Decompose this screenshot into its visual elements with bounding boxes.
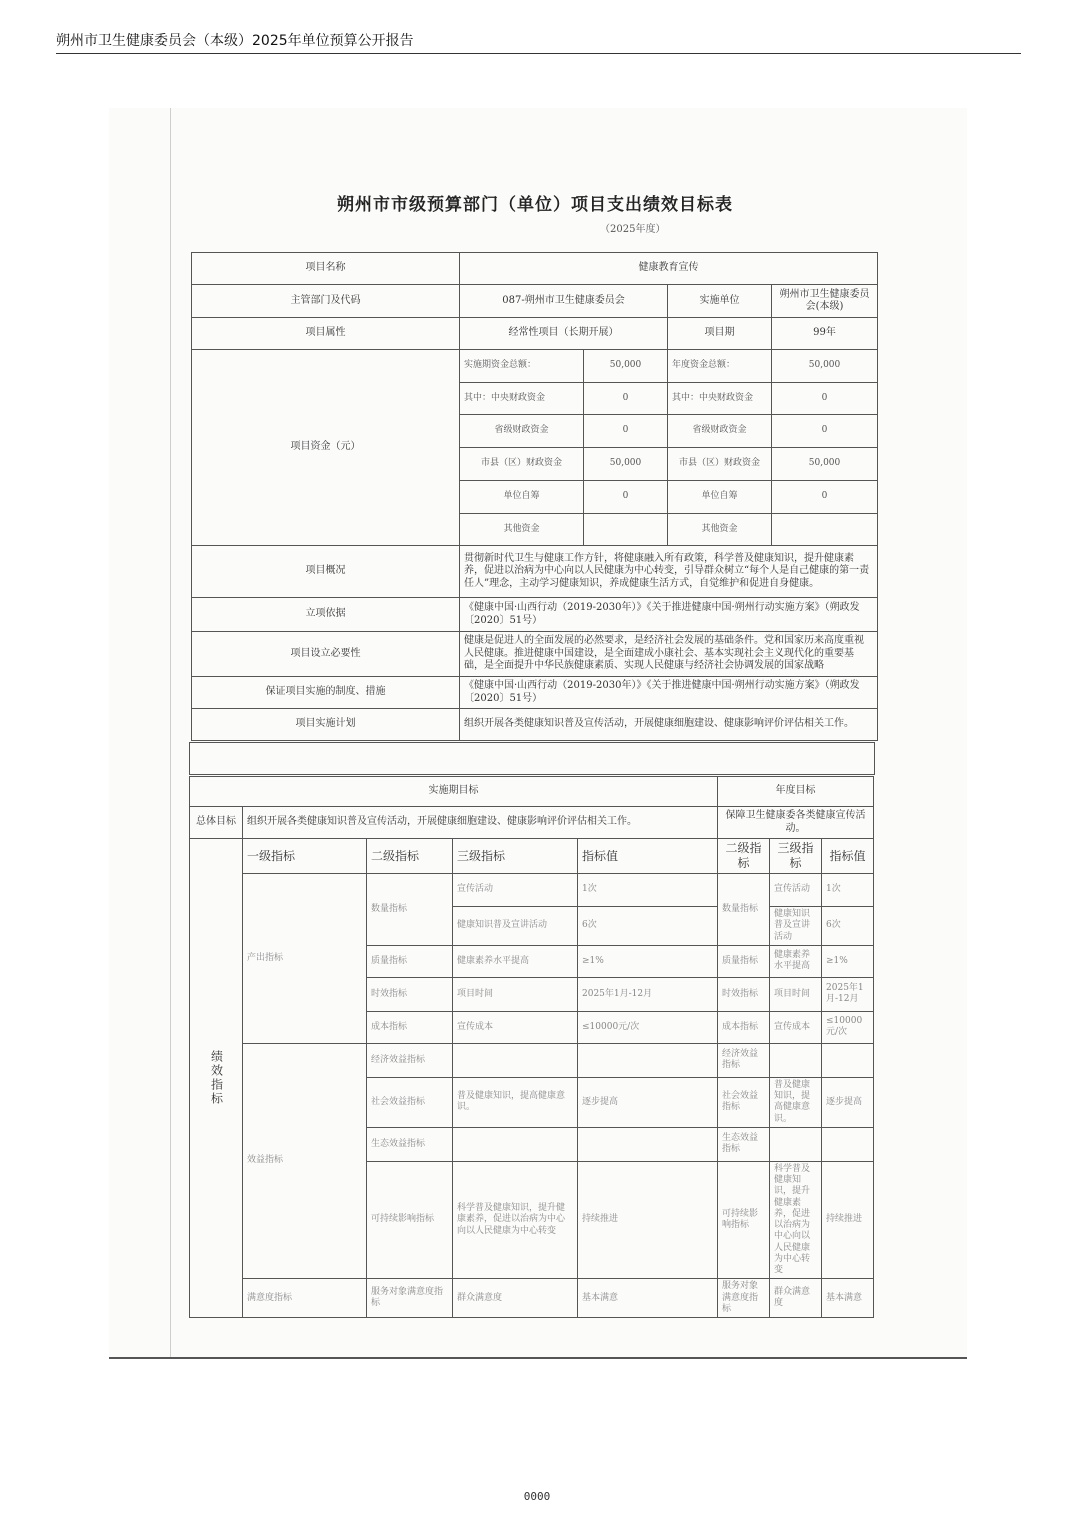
funds-prov: 0: [584, 415, 668, 448]
cost-a-l3: 宣传成本: [770, 1011, 822, 1043]
funds-annual-total-label: 年度资金总额：: [668, 350, 772, 383]
sus-a-l2: 可持续影响指标: [718, 1161, 770, 1279]
funds-label: 项目资金（元）: [192, 350, 460, 546]
funds-annual-city: 50,000: [772, 448, 878, 481]
funds-total: 50,000: [584, 350, 668, 383]
sus-val: 持续推进: [578, 1161, 718, 1279]
social-val: 逐步提高: [578, 1077, 718, 1127]
sus-l2: 可持续影响指标: [367, 1161, 453, 1279]
attr-label: 项目属性: [192, 318, 460, 350]
time-l3: 项目时间: [453, 977, 578, 1011]
eco-l2: 生态效益指标: [367, 1127, 453, 1161]
funds-total-label: 实施期资金总额：: [460, 350, 584, 383]
qty2-l3: 健康知识普及宣讲活动: [453, 907, 578, 946]
impl-value: 朔州市卫生健康委员会(本级): [772, 285, 878, 318]
funds-annual-self: 0: [772, 481, 878, 514]
funds-annual-central-label: 其中：中央财政资金: [668, 383, 772, 415]
funds-annual-other: [772, 514, 878, 546]
quality-val: ≥1%: [578, 945, 718, 977]
cost-a-l2: 成本指标: [718, 1011, 770, 1043]
social-a-l2: 社会效益指标: [718, 1077, 770, 1127]
quality-a-l2: 质量指标: [718, 945, 770, 977]
funds-other: [584, 514, 668, 546]
funds-central-label: 其中：中央财政资金: [460, 383, 584, 415]
eco-val: [578, 1127, 718, 1161]
eco-a-l3: [770, 1127, 822, 1161]
guarantee-label: 保证项目实施的制度、措施: [192, 677, 460, 709]
spacer-band: [189, 742, 875, 775]
funds-other-label: 其他资金: [460, 514, 584, 546]
qty2-val: 6次: [578, 907, 718, 946]
attr-value: 经常性项目（长期开展）: [460, 318, 668, 350]
doc-title: 朔州市市级预算部门（单位）项目支出绩效目标表: [337, 195, 733, 215]
funds-annual-prov: 0: [772, 415, 878, 448]
social-a-l3: 普及健康知识，提高健康意识。: [770, 1077, 822, 1127]
project-name-label: 项目名称: [192, 253, 460, 285]
econ-a-l3: [770, 1043, 822, 1077]
funds-city: 50,000: [584, 448, 668, 481]
overview-text: 贯彻新时代卫生与健康工作方针，将健康融入所有政策，科学普及健康知识，提升健康素养，促进以治病为中心向以人民健康为中心转变，引导群众树立“每个人是自己健康的第一责任人”理念，主动学习健康知识，养成健康生活方式，自觉维护和促进自身健康。: [460, 546, 878, 598]
benefit-label: 效益指标: [243, 1043, 367, 1279]
col-l3: 三级指标: [453, 839, 578, 874]
eco-l3: [453, 1127, 578, 1161]
necessity-text: 健康是促进人的全面发展的必然要求，是经济社会发展的基础条件。党和国家历来高度重视人民健康。推进健康中国建设，是全面建成小康社会、基本实现社会主义现代化的重要基础，是全面提升中华民族健康素质、实现人民健康与经济社会协调发展的国家战略: [460, 632, 878, 677]
sat-l2: 服务对象满意度指标: [367, 1279, 453, 1318]
indicators-label: 绩效指标: [190, 839, 243, 1318]
col-val: 指标值: [578, 839, 718, 874]
cost-val: ≤10000元/次: [578, 1011, 718, 1043]
econ-l2: 经济效益指标: [367, 1043, 453, 1077]
quality-l3: 健康素养水平提高: [453, 945, 578, 977]
necessity-label: 项目设立必要性: [192, 632, 460, 677]
qty1-a-l3: 宣传活动: [770, 874, 822, 907]
impl-label: 实施单位: [668, 285, 772, 318]
overall-label: 总体目标: [190, 807, 243, 839]
cost-a-val: ≤10000元/次: [822, 1011, 874, 1043]
sat-a-l3: 群众满意度: [770, 1279, 822, 1318]
funds-annual-city-label: 市县（区）财政资金: [668, 448, 772, 481]
spacer-cell: [190, 743, 875, 775]
col-l1: 一级指标: [243, 839, 367, 874]
sus-l3: 科学普及健康知识，提升健康素养，促进以治病为中心向以人民健康为中心转变: [453, 1161, 578, 1279]
qty-a-l2: 数量指标: [718, 874, 770, 946]
funds-annual-prov-label: 省级财政资金: [668, 415, 772, 448]
qty2-a-l3: 健康知识普及宣讲活动: [770, 907, 822, 946]
funds-annual-central: 0: [772, 383, 878, 415]
basis-text: 《健康中国·山西行动（2019-2030年）》《关于推进健康中国·朔州行动实施方案》（朔政发〔2020〕51号）: [460, 598, 878, 632]
funds-annual-self-label: 单位自筹: [668, 481, 772, 514]
funds-prov-label: 省级财政资金: [460, 415, 584, 448]
period-label: 项目期: [668, 318, 772, 350]
guarantee-text: 《健康中国·山西行动（2019-2030年）》《关于推进健康中国·朔州行动实施方案》（朔政发〔2020〕51号）: [460, 677, 878, 709]
col-a-l2: 二级指标: [718, 839, 770, 874]
impl-target-header: 实施期目标: [190, 777, 718, 807]
qty1-val: 1次: [578, 874, 718, 907]
funds-annual-total: 50,000: [772, 350, 878, 383]
sat-a-val: 基本满意: [822, 1279, 874, 1318]
time-a-l3: 项目时间: [770, 977, 822, 1011]
time-l2: 时效指标: [367, 977, 453, 1011]
funds-city-label: 市县（区）财政资金: [460, 448, 584, 481]
funds-self: 0: [584, 481, 668, 514]
funds-central: 0: [584, 383, 668, 415]
project-info-table: [191, 252, 878, 741]
performance-table: [189, 776, 874, 1318]
social-l3: 普及健康知识，提高健康意识。: [453, 1077, 578, 1127]
funds-annual-other-label: 其他资金: [668, 514, 772, 546]
sat-l3: 群众满意度: [453, 1279, 578, 1318]
qty1-a-val: 1次: [822, 874, 874, 907]
funds-self-label: 单位自筹: [460, 481, 584, 514]
qty1-l3: 宣传活动: [453, 874, 578, 907]
social-a-val: 逐步提高: [822, 1077, 874, 1127]
sus-a-l3: 科学普及健康知识，提升健康素养，促进以治病为中心向以人民健康为中心转变: [770, 1161, 822, 1279]
plan-text: 组织开展各类健康知识普及宣传活动，开展健康细胞建设、健康影响评价评估相关工作。: [460, 709, 878, 741]
scan-edge-left: [170, 108, 171, 1358]
qty2-a-val: 6次: [822, 907, 874, 946]
output-label: 产出指标: [243, 874, 367, 1044]
social-l2: 社会效益指标: [367, 1077, 453, 1127]
time-val: 2025年1月-12月: [578, 977, 718, 1011]
econ-a-val: [822, 1043, 874, 1077]
qty-l2: 数量指标: [367, 874, 453, 946]
overall-impl: 组织开展各类健康知识普及宣传活动，开展健康细胞建设、健康影响评价评估相关工作。: [243, 807, 718, 839]
overview-label: 项目概况: [192, 546, 460, 598]
header-rule: [56, 53, 1021, 54]
page-header: 朔州市卫生健康委员会（本级）2025年单位预算公开报告: [56, 33, 414, 49]
project-name: 健康教育宣传: [460, 253, 878, 285]
sat-val: 基本满意: [578, 1279, 718, 1318]
scan-edge-bottom: [109, 1357, 967, 1359]
satisfaction-label: 满意度指标: [243, 1279, 367, 1318]
cost-l3: 宣传成本: [453, 1011, 578, 1043]
annual-target-header: 年度目标: [718, 777, 874, 807]
econ-val: [578, 1043, 718, 1077]
sus-a-val: 持续推进: [822, 1161, 874, 1279]
quality-l2: 质量指标: [367, 945, 453, 977]
econ-l3: [453, 1043, 578, 1077]
plan-label: 项目实施计划: [192, 709, 460, 741]
period-value: 99年: [772, 318, 878, 350]
col-a-l3: 三级指标: [770, 839, 822, 874]
basis-label: 立项依据: [192, 598, 460, 632]
dept-label: 主管部门及代码: [192, 285, 460, 318]
col-a-val: 指标值: [822, 839, 874, 874]
econ-a-l2: 经济效益指标: [718, 1043, 770, 1077]
overall-annual: 保障卫生健康委各类健康宣传活动。: [718, 807, 874, 839]
eco-a-val: [822, 1127, 874, 1161]
quality-a-l3: 健康素养水平提高: [770, 945, 822, 977]
col-l2: 二级指标: [367, 839, 453, 874]
sat-a-l2: 服务对象满意度指标: [718, 1279, 770, 1318]
page-number: 0000: [523, 1490, 551, 1503]
quality-a-val: ≥1%: [822, 945, 874, 977]
doc-year: （2025年度）: [600, 224, 666, 235]
dept-value: 087-朔州市卫生健康委员会: [460, 285, 668, 318]
time-a-val: 2025年1月-12月: [822, 977, 874, 1011]
eco-a-l2: 生态效益指标: [718, 1127, 770, 1161]
time-a-l2: 时效指标: [718, 977, 770, 1011]
cost-l2: 成本指标: [367, 1011, 453, 1043]
